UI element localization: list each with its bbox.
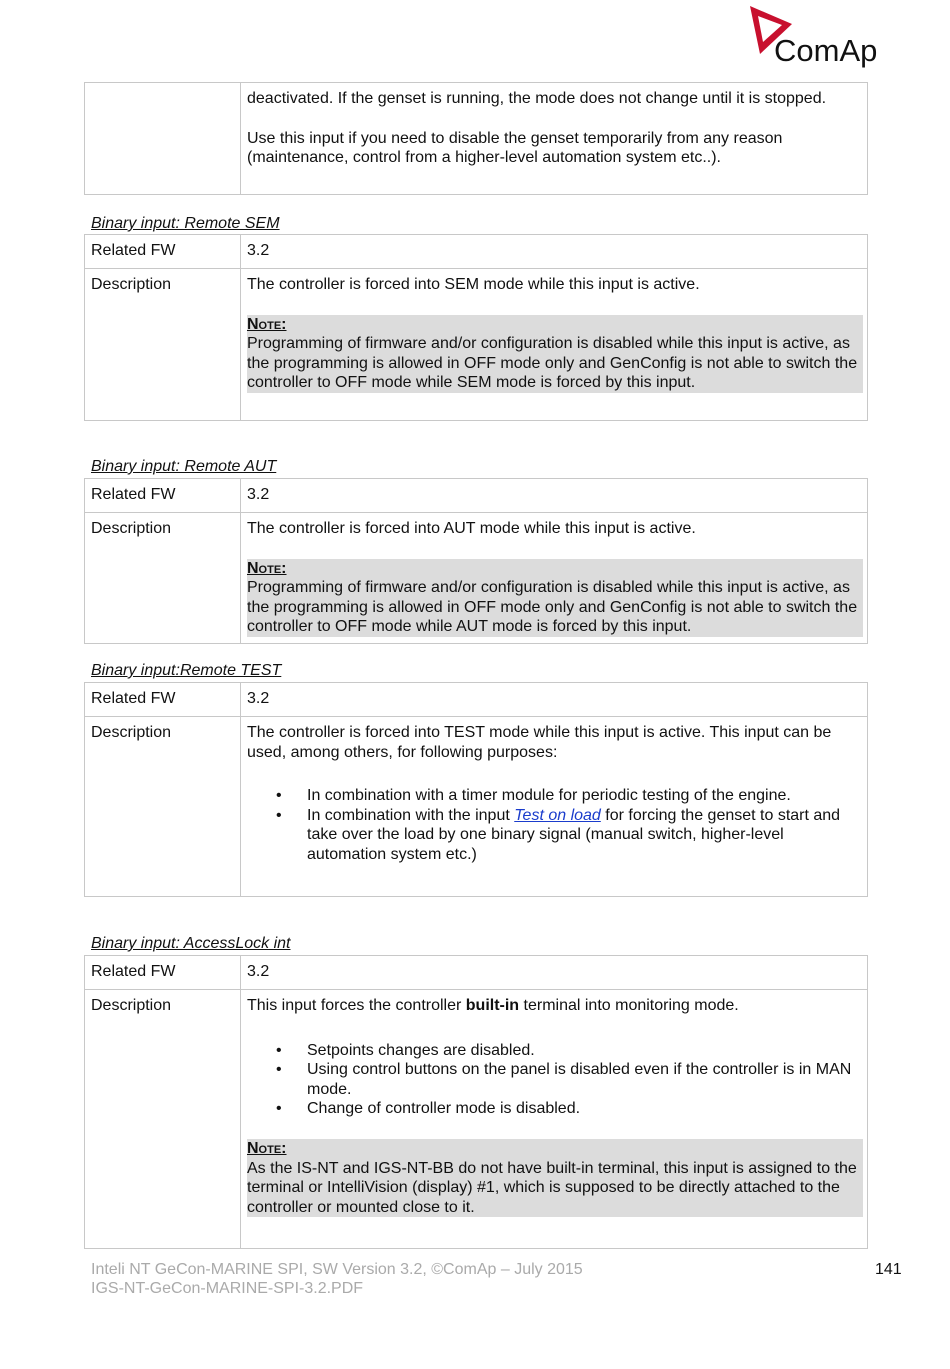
note-label: Note: <box>247 315 287 333</box>
list-item: • Using control buttons on the panel is disabled even if the controller is in MAN mode. <box>307 1060 863 1099</box>
section-heading: Binary input:Remote TEST <box>91 662 282 679</box>
label: Related FW <box>85 479 241 512</box>
label: Related FW <box>85 956 241 989</box>
description: The controller is forced into TEST mode while this input is active. This input can be used, among others, for following purposes: <box>247 724 832 761</box>
fw-value: 3.2 <box>247 242 270 259</box>
remote-test-table <box>84 682 868 897</box>
label: Description <box>85 990 241 1248</box>
note-box <box>247 1139 863 1217</box>
section-heading: Binary input: Remote AUT <box>91 458 277 475</box>
bullet-list <box>247 1041 863 1119</box>
section-heading: Binary input: Remote SEM <box>91 215 280 232</box>
list-item: • Setpoints changes are disabled. <box>307 1041 863 1061</box>
note-label: Note: <box>247 1139 287 1157</box>
list-item: • In combination with a timer module for periodic testing of the engine. <box>307 786 863 806</box>
accesslock-table <box>84 955 868 1249</box>
label: Description <box>85 717 241 896</box>
fw-value: 3.2 <box>247 486 270 503</box>
label: Related FW <box>85 683 241 716</box>
continued-table <box>84 82 868 195</box>
label: Related FW <box>85 235 241 268</box>
description: The controller is forced into AUT mode while this input is active. <box>247 520 696 537</box>
test-on-load-link[interactable]: Test on load <box>514 806 601 824</box>
fw-value: 3.2 <box>247 690 270 707</box>
description: This input forces the controller built-in terminal into monitoring mode. <box>247 997 739 1014</box>
note-text: As the IS-NT and IGS-NT-BB do not have built-in terminal, this input is assigned to the terminal or IntelliVision (display) #1, which is supposed to be directly attached to the controller or mounted close to it. <box>247 1159 857 1216</box>
note-box <box>247 559 863 637</box>
description: The controller is forced into SEM mode while this input is active. <box>247 276 700 293</box>
logo-text: ComAp <box>774 33 878 68</box>
page-number: 141 <box>875 1261 902 1278</box>
text: deactivated. If the genset is running, the mode does not change until it is stopped. <box>247 90 827 107</box>
bullet-list <box>247 786 863 864</box>
note-text: Programming of firmware and/or configuration is disabled while this input is active, as the programming is allowed in OFF mode only and GenConfig is not able to switch the controller to OFF mode while AUT mode is forced by this input. <box>247 579 858 636</box>
remote-aut-table <box>84 478 868 644</box>
remote-sem-table <box>84 234 868 421</box>
text: Use this input if you need to disable the genset temporarily from any reason (maintenance, control from a higher-level automation system etc..). <box>247 129 783 167</box>
footer-filename: IGS-NT-GeCon-MARINE-SPI-3.2.PDF <box>91 1280 364 1297</box>
list-item: • Change of controller mode is disabled. <box>307 1099 863 1119</box>
label: Description <box>85 513 241 643</box>
fw-value: 3.2 <box>247 963 270 980</box>
note-label: Note: <box>247 559 287 577</box>
comap-logo <box>746 2 886 72</box>
note-text: Programming of firmware and/or configuration is disabled while this input is active, as the programming is allowed in OFF mode only and GenConfig is not able to switch the controller to OFF mode while SEM mode is forced by this input. <box>247 335 858 392</box>
note-box <box>247 315 863 393</box>
section-heading: Binary input: AccessLock int <box>91 935 291 952</box>
label: Description <box>85 269 241 420</box>
footer-title: Inteli NT GeCon-MARINE SPI, SW Version 3.2, ©ComAp – July 2015 <box>91 1261 583 1278</box>
list-item: • In combination with the input Test on load for forcing the genset to start and take over the load by one binary signal (manual switch, higher-level automation system etc.) <box>307 806 863 865</box>
